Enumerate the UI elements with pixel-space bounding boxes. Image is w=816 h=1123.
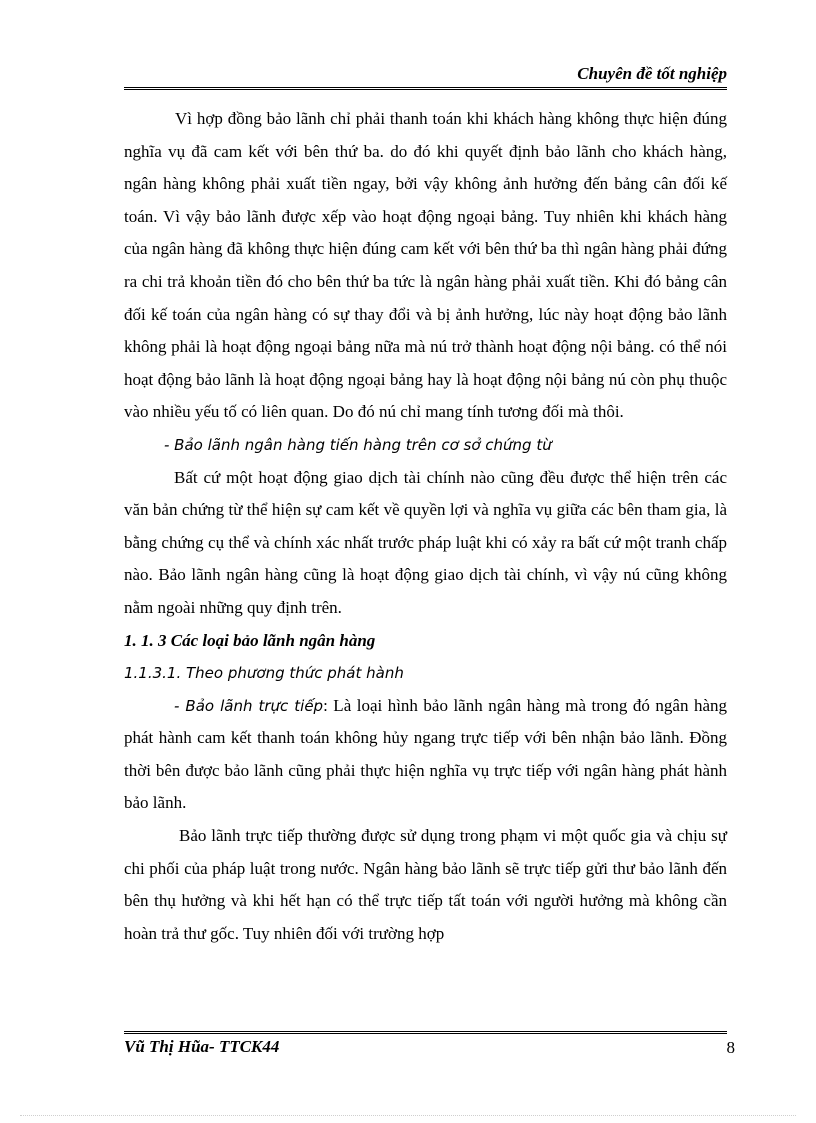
- bullet-document-basis-text: - Bảo lãnh ngân hàng tiến hàng trên cơ sở chứng từ: [164, 435, 552, 454]
- page-edge-divider: [20, 1115, 796, 1116]
- footer-author: Vũ Thị Hũa- TTCK44: [124, 1037, 280, 1056]
- paragraph-off-balance: Vì hợp đồng bảo lãnh chỉ phải thanh toán khi khách hàng không thực hiện đúng nghĩa vụ đã cam kết với bên thứ ba. do đó khi quyết định bảo lãnh cho khách hàng, ngân hàng không phải xuất tiền ngay, bởi vậy không ảnh hưởng đến bảng cân đối kế toán. Vì vậy bảo lãnh được xếp vào hoạt động ngoại bảng. Tuy nhiên khi khách hàng của ngân hàng đã không thực hiện đúng cam kết với bên thứ ba thì ngân hàng phải đứng ra chi trả khoản tiền đó cho bên thứ ba tức là ngân hàng phải xuất tiền. Khi đó bảng cân đối kế toán của ngân hàng có sự thay đổi và bị ảnh hưởng, lúc này hoạt động bảo lãnh không phải là hoạt động ngoại bảng nữa mà nú trở thành hoạt động nội bảng. có thể nói hoạt động bảo lãnh là hoạt động ngoại bảng hay là hoạt động nội bảng nú còn phụ thuộc vào nhiều yếu tố có liên quan. Do đó nú chỉ mang tính tương đối mà thôi.: [124, 109, 727, 422]
- paragraph-documents: Bất cứ một hoạt động giao dịch tài chính nào cũng đều được thể hiện trên các văn bản chứng từ thể hiện sự cam kết về quyền lợi và nghĩa vụ giữa các bên tham gia, là bằng chứng cụ thể và chính xác nhất trước pháp luật khi có xảy ra bất cứ một tranh chấp nào. Bảo lãnh ngân hàng cũng là hoạt động giao dịch tài chính, vì vậy nú cũng không nằm ngoài những quy định trên.: [124, 467, 727, 617]
- footer-rule: [124, 1031, 727, 1034]
- bullet-document-basis: [124, 429, 727, 462]
- running-header-title: Chuyên đề tốt nghiệp: [577, 64, 727, 83]
- section-heading: 1. 1. 3 Các loại bảo lãnh ngân hàng: [124, 630, 376, 650]
- paragraph-direct-guarantee: [124, 690, 727, 820]
- page-number: 8: [726, 1038, 735, 1057]
- direct-guarantee-term: - Bảo lãnh trực tiếp: [174, 696, 324, 715]
- header-rule: [124, 87, 727, 90]
- direct-guarantee-definition: : Là loại hình bảo lãnh ngân hàng mà trong đó ngân hàng phát hành cam kết thanh toán không hủy ngang trực tiếp với bên nhận bảo lãnh. Đồng thời bên được bảo lãnh cũng phải thực hiện nghĩa vụ trực tiếp với ngân hàng phát hành bảo lãnh.: [124, 695, 727, 813]
- subsection-heading: 1.1.3.1. Theo phương thức phát hành: [124, 664, 404, 683]
- paragraph-direct-usage: Bảo lãnh trực tiếp thường được sử dụng trong phạm vi một quốc gia và chịu sự chi phối của pháp luật trong nước. Ngân hàng bảo lãnh sẽ trực tiếp gửi thư bảo lãnh đến bên thụ hưởng và khi hết hạn có thể trực tiếp tất toán với người hưởng mà không cần hoàn trả thư gốc. Tuy nhiên đối với trường hợp: [124, 826, 727, 943]
- page-body: [124, 103, 727, 950]
